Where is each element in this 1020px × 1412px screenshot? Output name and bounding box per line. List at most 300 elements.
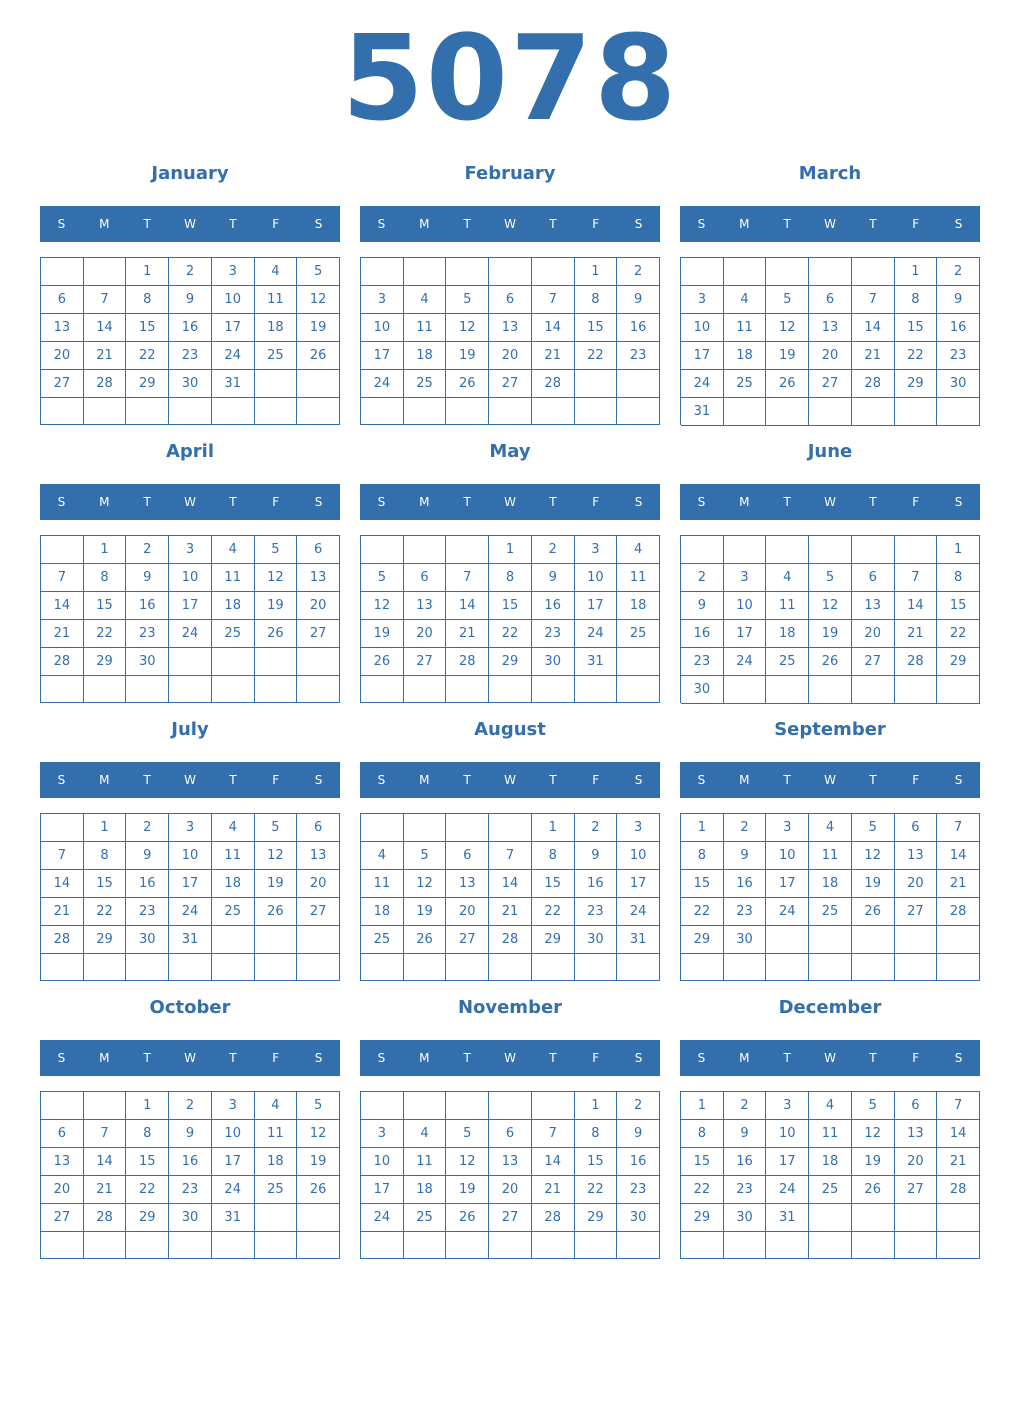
day-cell[interactable]: 11 — [361, 870, 404, 898]
day-cell[interactable]: 31 — [766, 1204, 809, 1232]
day-cell[interactable]: 23 — [617, 1176, 660, 1204]
day-cell[interactable]: 12 — [255, 842, 298, 870]
day-cell[interactable]: 26 — [404, 926, 447, 954]
day-cell[interactable]: 15 — [532, 870, 575, 898]
day-cell[interactable]: 7 — [446, 564, 489, 592]
day-cell[interactable]: 7 — [41, 842, 84, 870]
day-cell[interactable]: 29 — [532, 926, 575, 954]
day-cell[interactable]: 20 — [489, 342, 532, 370]
day-cell[interactable]: 18 — [361, 898, 404, 926]
day-cell[interactable]: 21 — [41, 620, 84, 648]
day-cell[interactable]: 21 — [489, 898, 532, 926]
day-cell[interactable]: 29 — [937, 648, 980, 676]
day-cell[interactable]: 15 — [575, 1148, 618, 1176]
day-cell[interactable]: 2 — [681, 564, 724, 592]
day-cell[interactable]: 4 — [212, 536, 255, 564]
day-cell[interactable]: 18 — [255, 1148, 298, 1176]
day-cell[interactable]: 9 — [169, 286, 212, 314]
day-cell[interactable]: 5 — [852, 814, 895, 842]
day-cell[interactable]: 3 — [766, 1092, 809, 1120]
day-cell[interactable]: 14 — [532, 1148, 575, 1176]
day-cell[interactable]: 14 — [937, 1120, 980, 1148]
day-cell[interactable]: 20 — [852, 620, 895, 648]
day-cell[interactable]: 22 — [681, 1176, 724, 1204]
day-cell[interactable]: 23 — [681, 648, 724, 676]
day-cell[interactable]: 21 — [41, 898, 84, 926]
day-cell[interactable]: 8 — [126, 1120, 169, 1148]
day-cell[interactable]: 1 — [895, 258, 938, 286]
day-cell[interactable]: 6 — [852, 564, 895, 592]
day-cell[interactable]: 19 — [297, 314, 340, 342]
day-cell[interactable]: 7 — [41, 564, 84, 592]
day-cell[interactable]: 30 — [937, 370, 980, 398]
day-cell[interactable]: 23 — [169, 342, 212, 370]
day-cell[interactable]: 1 — [575, 258, 618, 286]
day-cell[interactable]: 11 — [404, 314, 447, 342]
day-cell[interactable]: 13 — [895, 1120, 938, 1148]
day-cell[interactable]: 31 — [212, 1204, 255, 1232]
day-cell[interactable]: 5 — [361, 564, 404, 592]
day-cell[interactable]: 17 — [766, 870, 809, 898]
day-cell[interactable]: 2 — [126, 814, 169, 842]
day-cell[interactable]: 31 — [575, 648, 618, 676]
day-cell[interactable]: 12 — [446, 314, 489, 342]
day-cell[interactable]: 19 — [852, 870, 895, 898]
day-cell[interactable]: 14 — [489, 870, 532, 898]
day-cell[interactable]: 8 — [489, 564, 532, 592]
day-cell[interactable]: 17 — [724, 620, 767, 648]
day-cell[interactable]: 15 — [84, 592, 127, 620]
day-cell[interactable]: 17 — [212, 314, 255, 342]
day-cell[interactable]: 26 — [446, 1204, 489, 1232]
day-cell[interactable]: 23 — [617, 342, 660, 370]
day-cell[interactable]: 7 — [532, 1120, 575, 1148]
day-cell[interactable]: 6 — [41, 286, 84, 314]
day-cell[interactable]: 10 — [766, 842, 809, 870]
day-cell[interactable]: 22 — [937, 620, 980, 648]
day-cell[interactable]: 1 — [126, 1092, 169, 1120]
day-cell[interactable]: 13 — [895, 842, 938, 870]
day-cell[interactable]: 4 — [255, 258, 298, 286]
day-cell[interactable]: 8 — [895, 286, 938, 314]
day-cell[interactable]: 2 — [169, 1092, 212, 1120]
day-cell[interactable]: 21 — [446, 620, 489, 648]
day-cell[interactable]: 14 — [84, 314, 127, 342]
day-cell[interactable]: 23 — [724, 898, 767, 926]
day-cell[interactable]: 2 — [617, 258, 660, 286]
day-cell[interactable]: 10 — [169, 564, 212, 592]
day-cell[interactable]: 20 — [809, 342, 852, 370]
day-cell[interactable]: 25 — [404, 370, 447, 398]
day-cell[interactable]: 16 — [169, 1148, 212, 1176]
day-cell[interactable]: 17 — [169, 592, 212, 620]
day-cell[interactable]: 16 — [532, 592, 575, 620]
day-cell[interactable]: 4 — [766, 564, 809, 592]
day-cell[interactable]: 4 — [404, 286, 447, 314]
day-cell[interactable]: 25 — [255, 342, 298, 370]
day-cell[interactable]: 18 — [809, 870, 852, 898]
day-cell[interactable]: 22 — [84, 898, 127, 926]
day-cell[interactable]: 14 — [84, 1148, 127, 1176]
day-cell[interactable]: 20 — [895, 1148, 938, 1176]
day-cell[interactable]: 15 — [681, 1148, 724, 1176]
day-cell[interactable]: 24 — [169, 898, 212, 926]
day-cell[interactable]: 30 — [532, 648, 575, 676]
day-cell[interactable]: 10 — [724, 592, 767, 620]
day-cell[interactable]: 13 — [404, 592, 447, 620]
day-cell[interactable]: 16 — [169, 314, 212, 342]
day-cell[interactable]: 18 — [212, 870, 255, 898]
day-cell[interactable]: 2 — [126, 536, 169, 564]
day-cell[interactable]: 24 — [575, 620, 618, 648]
day-cell[interactable]: 11 — [809, 1120, 852, 1148]
day-cell[interactable]: 18 — [766, 620, 809, 648]
day-cell[interactable]: 25 — [809, 1176, 852, 1204]
day-cell[interactable]: 24 — [724, 648, 767, 676]
day-cell[interactable]: 2 — [617, 1092, 660, 1120]
day-cell[interactable]: 7 — [937, 1092, 980, 1120]
day-cell[interactable]: 20 — [297, 592, 340, 620]
day-cell[interactable]: 25 — [212, 898, 255, 926]
day-cell[interactable]: 8 — [84, 842, 127, 870]
day-cell[interactable]: 16 — [724, 870, 767, 898]
day-cell[interactable]: 25 — [255, 1176, 298, 1204]
day-cell[interactable]: 3 — [169, 814, 212, 842]
day-cell[interactable]: 27 — [297, 620, 340, 648]
day-cell[interactable]: 31 — [617, 926, 660, 954]
day-cell[interactable]: 4 — [361, 842, 404, 870]
day-cell[interactable]: 30 — [126, 648, 169, 676]
day-cell[interactable]: 21 — [852, 342, 895, 370]
day-cell[interactable]: 21 — [532, 342, 575, 370]
day-cell[interactable]: 28 — [532, 370, 575, 398]
day-cell[interactable]: 28 — [937, 1176, 980, 1204]
day-cell[interactable]: 25 — [404, 1204, 447, 1232]
day-cell[interactable]: 16 — [126, 870, 169, 898]
day-cell[interactable]: 11 — [255, 286, 298, 314]
day-cell[interactable]: 3 — [617, 814, 660, 842]
day-cell[interactable]: 2 — [724, 814, 767, 842]
day-cell[interactable]: 4 — [255, 1092, 298, 1120]
day-cell[interactable]: 23 — [937, 342, 980, 370]
day-cell[interactable]: 2 — [532, 536, 575, 564]
day-cell[interactable]: 3 — [575, 536, 618, 564]
day-cell[interactable]: 15 — [126, 314, 169, 342]
day-cell[interactable]: 5 — [852, 1092, 895, 1120]
day-cell[interactable]: 6 — [895, 814, 938, 842]
day-cell[interactable]: 9 — [617, 286, 660, 314]
day-cell[interactable]: 22 — [681, 898, 724, 926]
day-cell[interactable]: 18 — [255, 314, 298, 342]
day-cell[interactable]: 22 — [575, 342, 618, 370]
day-cell[interactable]: 26 — [297, 1176, 340, 1204]
day-cell[interactable]: 9 — [724, 1120, 767, 1148]
day-cell[interactable]: 8 — [681, 1120, 724, 1148]
day-cell[interactable]: 22 — [532, 898, 575, 926]
day-cell[interactable]: 11 — [255, 1120, 298, 1148]
day-cell[interactable]: 19 — [446, 1176, 489, 1204]
day-cell[interactable]: 6 — [297, 814, 340, 842]
day-cell[interactable]: 16 — [617, 1148, 660, 1176]
day-cell[interactable]: 6 — [404, 564, 447, 592]
day-cell[interactable]: 19 — [852, 1148, 895, 1176]
day-cell[interactable]: 29 — [895, 370, 938, 398]
day-cell[interactable]: 13 — [41, 314, 84, 342]
day-cell[interactable]: 1 — [126, 258, 169, 286]
day-cell[interactable]: 24 — [766, 898, 809, 926]
day-cell[interactable]: 22 — [84, 620, 127, 648]
day-cell[interactable]: 4 — [809, 1092, 852, 1120]
day-cell[interactable]: 23 — [126, 620, 169, 648]
day-cell[interactable]: 2 — [575, 814, 618, 842]
day-cell[interactable]: 18 — [212, 592, 255, 620]
day-cell[interactable]: 25 — [766, 648, 809, 676]
day-cell[interactable]: 9 — [532, 564, 575, 592]
day-cell[interactable]: 14 — [41, 592, 84, 620]
day-cell[interactable]: 29 — [489, 648, 532, 676]
day-cell[interactable]: 6 — [297, 536, 340, 564]
day-cell[interactable]: 26 — [446, 370, 489, 398]
day-cell[interactable]: 31 — [212, 370, 255, 398]
day-cell[interactable]: 10 — [169, 842, 212, 870]
day-cell[interactable]: 20 — [41, 1176, 84, 1204]
day-cell[interactable]: 25 — [212, 620, 255, 648]
day-cell[interactable]: 10 — [212, 286, 255, 314]
day-cell[interactable]: 5 — [446, 286, 489, 314]
day-cell[interactable]: 16 — [575, 870, 618, 898]
day-cell[interactable]: 17 — [212, 1148, 255, 1176]
day-cell[interactable]: 5 — [766, 286, 809, 314]
day-cell[interactable]: 5 — [404, 842, 447, 870]
day-cell[interactable]: 26 — [852, 898, 895, 926]
day-cell[interactable]: 3 — [681, 286, 724, 314]
day-cell[interactable]: 13 — [446, 870, 489, 898]
day-cell[interactable]: 24 — [766, 1176, 809, 1204]
day-cell[interactable]: 5 — [255, 814, 298, 842]
day-cell[interactable]: 27 — [852, 648, 895, 676]
day-cell[interactable]: 20 — [489, 1176, 532, 1204]
day-cell[interactable]: 21 — [895, 620, 938, 648]
day-cell[interactable]: 20 — [404, 620, 447, 648]
day-cell[interactable]: 12 — [361, 592, 404, 620]
day-cell[interactable]: 14 — [895, 592, 938, 620]
day-cell[interactable]: 10 — [617, 842, 660, 870]
day-cell[interactable]: 7 — [852, 286, 895, 314]
day-cell[interactable]: 15 — [681, 870, 724, 898]
day-cell[interactable]: 18 — [724, 342, 767, 370]
day-cell[interactable]: 13 — [297, 564, 340, 592]
day-cell[interactable]: 1 — [84, 536, 127, 564]
day-cell[interactable]: 24 — [617, 898, 660, 926]
day-cell[interactable]: 10 — [575, 564, 618, 592]
day-cell[interactable]: 19 — [361, 620, 404, 648]
day-cell[interactable]: 12 — [809, 592, 852, 620]
day-cell[interactable]: 22 — [895, 342, 938, 370]
day-cell[interactable]: 24 — [361, 1204, 404, 1232]
day-cell[interactable]: 19 — [255, 592, 298, 620]
day-cell[interactable]: 23 — [532, 620, 575, 648]
day-cell[interactable]: 3 — [361, 1120, 404, 1148]
day-cell[interactable]: 9 — [126, 842, 169, 870]
day-cell[interactable]: 14 — [852, 314, 895, 342]
day-cell[interactable]: 9 — [617, 1120, 660, 1148]
day-cell[interactable]: 4 — [809, 814, 852, 842]
day-cell[interactable]: 27 — [809, 370, 852, 398]
day-cell[interactable]: 11 — [617, 564, 660, 592]
day-cell[interactable]: 28 — [446, 648, 489, 676]
day-cell[interactable]: 27 — [489, 1204, 532, 1232]
day-cell[interactable]: 26 — [809, 648, 852, 676]
day-cell[interactable]: 19 — [809, 620, 852, 648]
day-cell[interactable]: 6 — [41, 1120, 84, 1148]
day-cell[interactable]: 11 — [212, 564, 255, 592]
day-cell[interactable]: 20 — [41, 342, 84, 370]
day-cell[interactable]: 29 — [126, 1204, 169, 1232]
day-cell[interactable]: 17 — [617, 870, 660, 898]
day-cell[interactable]: 5 — [297, 258, 340, 286]
day-cell[interactable]: 11 — [766, 592, 809, 620]
day-cell[interactable]: 4 — [724, 286, 767, 314]
day-cell[interactable]: 20 — [446, 898, 489, 926]
day-cell[interactable]: 29 — [575, 1204, 618, 1232]
day-cell[interactable]: 28 — [84, 1204, 127, 1232]
day-cell[interactable]: 24 — [361, 370, 404, 398]
day-cell[interactable]: 4 — [212, 814, 255, 842]
day-cell[interactable]: 4 — [404, 1120, 447, 1148]
day-cell[interactable]: 12 — [297, 286, 340, 314]
day-cell[interactable]: 22 — [575, 1176, 618, 1204]
day-cell[interactable]: 27 — [895, 898, 938, 926]
day-cell[interactable]: 17 — [681, 342, 724, 370]
day-cell[interactable]: 6 — [895, 1092, 938, 1120]
day-cell[interactable]: 3 — [766, 814, 809, 842]
day-cell[interactable]: 30 — [617, 1204, 660, 1232]
day-cell[interactable]: 6 — [489, 286, 532, 314]
day-cell[interactable]: 22 — [489, 620, 532, 648]
day-cell[interactable]: 28 — [895, 648, 938, 676]
day-cell[interactable]: 14 — [532, 314, 575, 342]
day-cell[interactable]: 13 — [41, 1148, 84, 1176]
day-cell[interactable]: 14 — [446, 592, 489, 620]
day-cell[interactable]: 15 — [84, 870, 127, 898]
day-cell[interactable]: 30 — [681, 676, 724, 704]
day-cell[interactable]: 9 — [724, 842, 767, 870]
day-cell[interactable]: 23 — [724, 1176, 767, 1204]
day-cell[interactable]: 9 — [169, 1120, 212, 1148]
day-cell[interactable]: 26 — [297, 342, 340, 370]
day-cell[interactable]: 2 — [169, 258, 212, 286]
day-cell[interactable]: 15 — [937, 592, 980, 620]
day-cell[interactable]: 17 — [766, 1148, 809, 1176]
day-cell[interactable]: 12 — [766, 314, 809, 342]
day-cell[interactable]: 30 — [724, 1204, 767, 1232]
day-cell[interactable]: 13 — [489, 314, 532, 342]
day-cell[interactable]: 11 — [212, 842, 255, 870]
day-cell[interactable]: 30 — [724, 926, 767, 954]
day-cell[interactable]: 8 — [575, 286, 618, 314]
day-cell[interactable]: 8 — [937, 564, 980, 592]
day-cell[interactable]: 5 — [809, 564, 852, 592]
day-cell[interactable]: 31 — [681, 398, 724, 426]
day-cell[interactable]: 1 — [84, 814, 127, 842]
day-cell[interactable]: 10 — [361, 1148, 404, 1176]
day-cell[interactable]: 20 — [895, 870, 938, 898]
day-cell[interactable]: 8 — [532, 842, 575, 870]
day-cell[interactable]: 27 — [895, 1176, 938, 1204]
day-cell[interactable]: 27 — [404, 648, 447, 676]
day-cell[interactable]: 5 — [297, 1092, 340, 1120]
day-cell[interactable]: 13 — [852, 592, 895, 620]
day-cell[interactable]: 3 — [361, 286, 404, 314]
day-cell[interactable]: 7 — [84, 1120, 127, 1148]
day-cell[interactable]: 25 — [617, 620, 660, 648]
day-cell[interactable]: 9 — [937, 286, 980, 314]
day-cell[interactable]: 28 — [41, 648, 84, 676]
day-cell[interactable]: 24 — [212, 342, 255, 370]
day-cell[interactable]: 7 — [532, 286, 575, 314]
day-cell[interactable]: 10 — [766, 1120, 809, 1148]
day-cell[interactable]: 25 — [361, 926, 404, 954]
day-cell[interactable]: 16 — [681, 620, 724, 648]
day-cell[interactable]: 19 — [297, 1148, 340, 1176]
day-cell[interactable]: 30 — [169, 370, 212, 398]
day-cell[interactable]: 3 — [212, 258, 255, 286]
day-cell[interactable]: 18 — [617, 592, 660, 620]
day-cell[interactable]: 6 — [489, 1120, 532, 1148]
day-cell[interactable]: 2 — [937, 258, 980, 286]
day-cell[interactable]: 1 — [532, 814, 575, 842]
day-cell[interactable]: 19 — [446, 342, 489, 370]
day-cell[interactable]: 21 — [84, 342, 127, 370]
day-cell[interactable]: 5 — [446, 1120, 489, 1148]
day-cell[interactable]: 29 — [126, 370, 169, 398]
day-cell[interactable]: 15 — [126, 1148, 169, 1176]
day-cell[interactable]: 6 — [809, 286, 852, 314]
day-cell[interactable]: 13 — [809, 314, 852, 342]
day-cell[interactable]: 2 — [724, 1092, 767, 1120]
day-cell[interactable]: 28 — [489, 926, 532, 954]
day-cell[interactable]: 27 — [446, 926, 489, 954]
day-cell[interactable]: 29 — [681, 926, 724, 954]
day-cell[interactable]: 19 — [255, 870, 298, 898]
day-cell[interactable]: 27 — [41, 370, 84, 398]
day-cell[interactable]: 6 — [446, 842, 489, 870]
day-cell[interactable]: 12 — [297, 1120, 340, 1148]
day-cell[interactable]: 11 — [724, 314, 767, 342]
day-cell[interactable]: 10 — [681, 314, 724, 342]
day-cell[interactable]: 27 — [489, 370, 532, 398]
day-cell[interactable]: 9 — [575, 842, 618, 870]
day-cell[interactable]: 9 — [681, 592, 724, 620]
day-cell[interactable]: 16 — [937, 314, 980, 342]
day-cell[interactable]: 28 — [852, 370, 895, 398]
day-cell[interactable]: 28 — [84, 370, 127, 398]
day-cell[interactable]: 14 — [937, 842, 980, 870]
day-cell[interactable]: 18 — [404, 1176, 447, 1204]
day-cell[interactable]: 5 — [255, 536, 298, 564]
day-cell[interactable]: 3 — [212, 1092, 255, 1120]
day-cell[interactable]: 11 — [809, 842, 852, 870]
day-cell[interactable]: 14 — [41, 870, 84, 898]
day-cell[interactable]: 25 — [724, 370, 767, 398]
day-cell[interactable]: 4 — [617, 536, 660, 564]
day-cell[interactable]: 8 — [126, 286, 169, 314]
day-cell[interactable]: 12 — [852, 1120, 895, 1148]
day-cell[interactable]: 30 — [575, 926, 618, 954]
day-cell[interactable]: 23 — [575, 898, 618, 926]
day-cell[interactable]: 3 — [724, 564, 767, 592]
day-cell[interactable]: 29 — [84, 648, 127, 676]
